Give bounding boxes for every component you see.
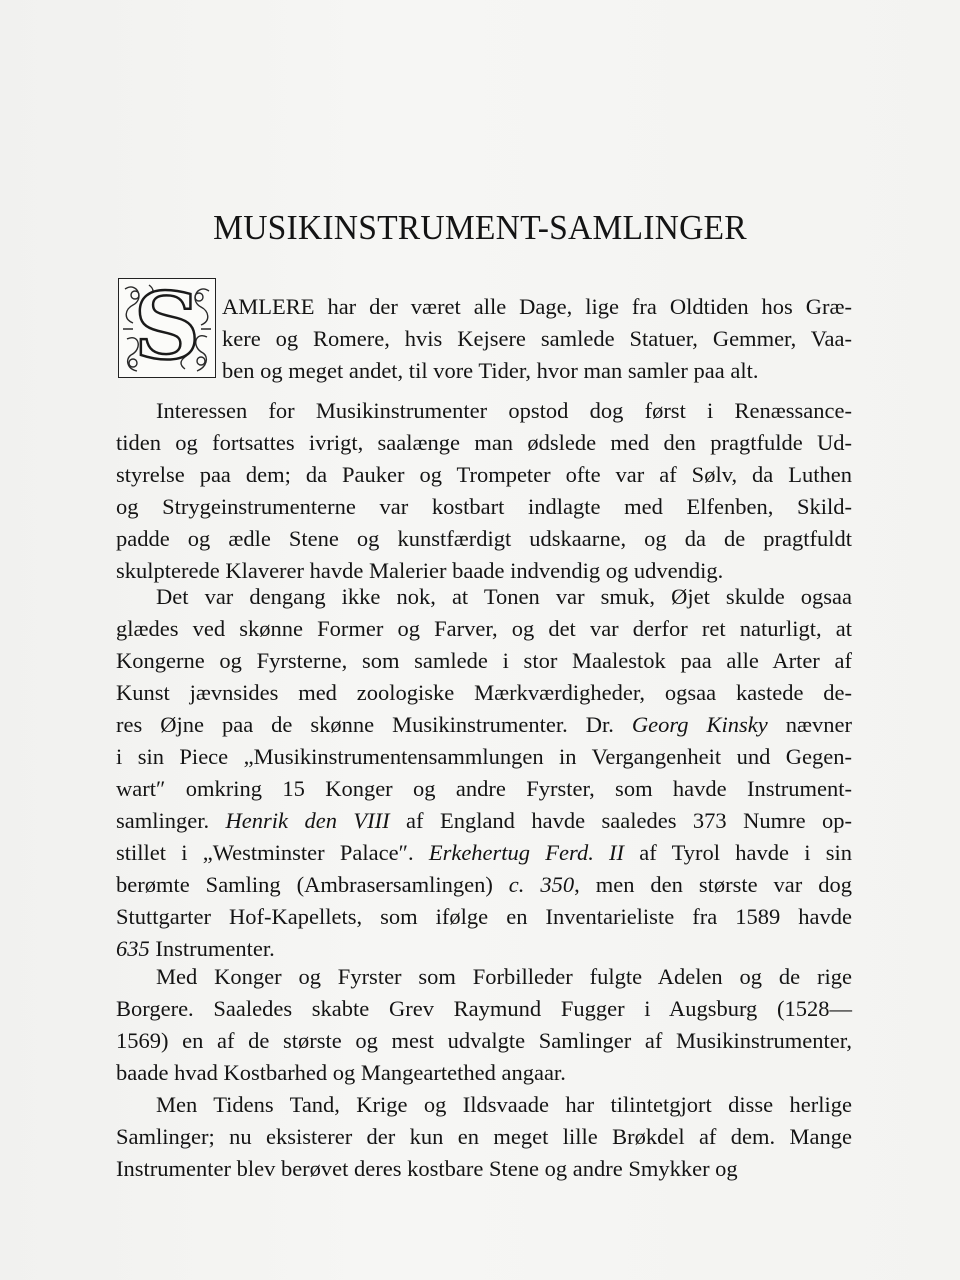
- text-line: [156, 582, 852, 612]
- page-title: MUSIKINSTRUMENT-SAMLINGER: [213, 208, 747, 247]
- text-line: [116, 1154, 852, 1184]
- text-line: [156, 396, 852, 426]
- text-span: styrelse paa dem; da Pauker og Trompeter ofte var af Sølv, da Luthen: [116, 462, 852, 487]
- text-span: kere og Romere, hvis Kejsere samlede Statuer, Gemmer, Vaa-: [222, 326, 852, 351]
- italic-text: Erkehertug Ferd. II: [428, 840, 625, 865]
- text-span: 1569) en af de største og mest udvalgte Samlinger af Musikinstrumenter,: [116, 1028, 852, 1053]
- text-line: [116, 774, 852, 804]
- text-span: af England havde saaledes 373 Numre op-: [389, 808, 852, 833]
- text-span: i sin Piece „Musikinstrumentensammlungen in Vergangenheit und Gegen-: [116, 744, 852, 769]
- text-line: [222, 324, 852, 354]
- text-line: [116, 742, 852, 772]
- text-line: [116, 1122, 852, 1152]
- text-line: [222, 356, 852, 386]
- text-line: [116, 902, 852, 932]
- text-span: samlinger.: [116, 808, 226, 833]
- text-line: [116, 428, 852, 458]
- text-line: [116, 524, 852, 554]
- text-span: Interessen for Musikinstrumenter opstod dog først i Renæssance-: [156, 398, 852, 423]
- italic-text: c. 350: [508, 872, 575, 897]
- text-line: [116, 614, 852, 644]
- text-span: Kunst jævnsides med zoologiske Mærkværdigheder, ogsaa kastede de-: [116, 680, 852, 705]
- text-span: Instrumenter.: [149, 936, 275, 961]
- decorated-initial: [118, 272, 216, 380]
- text-span: og Strygeinstrumenterne var kostbart indlagte med Elfenben, Skild-: [116, 494, 852, 519]
- text-line: [116, 1026, 852, 1056]
- text-span: Borgere. Saaledes skabte Grev Raymund Fugger i Augsburg (1528—: [116, 996, 852, 1021]
- text-line: [156, 1090, 852, 1120]
- text-line: [156, 962, 852, 992]
- drop-cap-letter: S: [133, 272, 201, 380]
- text-span: padde og ædle Stene og kunstfærdigt udskaarne, og da de pragtfuldt: [116, 526, 852, 551]
- text-span: , men den største var dog: [574, 872, 852, 897]
- text-span: Med Konger og Fyrster som Forbilleder fulgte Adelen og de rige: [156, 964, 852, 989]
- text-line: [116, 934, 852, 964]
- text-span: af Tyrol havde i sin: [624, 840, 852, 865]
- text-line: [116, 838, 852, 868]
- text-line: [116, 806, 852, 836]
- text-span: wart″ omkring 15 Konger og andre Fyrster, som havde Instrument-: [116, 776, 852, 801]
- text-span: Kongerne og Fyrsterne, som samlede i stor Maalestok paa alle Arter af: [116, 648, 852, 673]
- text-line: [116, 870, 852, 900]
- text-span: nævner: [767, 712, 852, 737]
- text-line: [222, 292, 852, 322]
- text-span: stillet i „Westminster Palace″.: [116, 840, 429, 865]
- text-span: Stuttgarter Hof-Kapellets, som ifølge en Inventarieliste fra 1589 havde: [116, 904, 852, 929]
- text-span: tiden og fortsattes ivrigt, saalænge man ødslede med den pragtfulde Ud-: [116, 430, 852, 455]
- text-line: [116, 1058, 852, 1088]
- text-span: Det var dengang ikke nok, at Tonen var smuk, Øjet skulde ogsaa: [156, 584, 852, 609]
- text-span: Men Tidens Tand, Krige og Ildsvaade har tilintetgjort disse herlige: [156, 1092, 852, 1117]
- text-span: glædes ved skønne Former og Farver, og det var derfor ret naturligt, at: [116, 616, 852, 641]
- text-span: res Øjne paa de skønne Musikinstrumenter. Dr.: [116, 712, 632, 737]
- text-span: skulpterede Klaverer havde Malerier baade indvendig og udvendig.: [116, 558, 724, 583]
- text-line: [116, 460, 852, 490]
- text-span: ben og meget andet, til vore Tider, hvor man samler paa alt.: [222, 358, 759, 383]
- text-line: [116, 646, 852, 676]
- text-line: [116, 710, 852, 740]
- text-span: Instrumenter blev berøvet deres kostbare Stene og andre Smykker og: [116, 1156, 738, 1181]
- text-line: [116, 994, 852, 1024]
- text-span: AMLERE har der været alle Dage, lige fra Oldtiden hos Græ-: [222, 294, 852, 319]
- text-span: Samlinger; nu eksisterer der kun en meget lille Brøkdel af dem. Mange: [116, 1124, 852, 1149]
- text-span: baade hvad Kostbarhed og Mangeartethed angaar.: [116, 1060, 566, 1085]
- text-span: berømte Samling (Ambrasersamlingen): [116, 872, 509, 897]
- text-line: [116, 678, 852, 708]
- italic-text: 635: [116, 936, 150, 961]
- italic-text: Georg Kinsky: [631, 712, 768, 737]
- text-line: [116, 492, 852, 522]
- italic-text: Henrik den VIII: [225, 808, 390, 833]
